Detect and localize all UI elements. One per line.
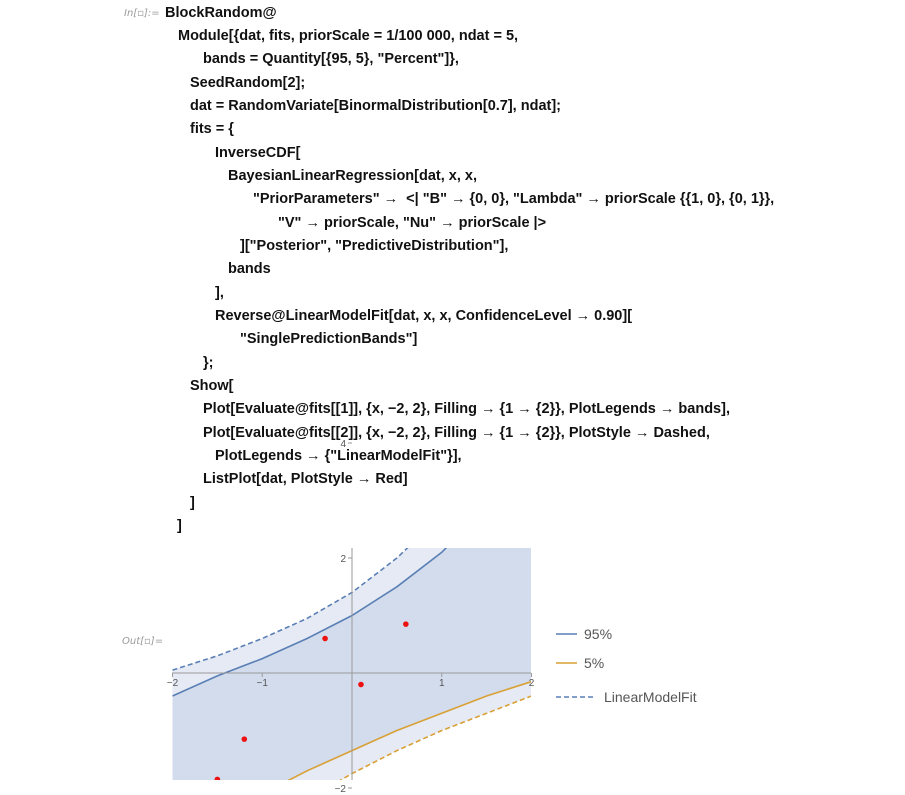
code-line: }; (203, 355, 214, 371)
code-line: bands = Quantity[{95, 5}, "Percent"]}, (203, 51, 459, 67)
code-line: Module[{dat, fits, priorScale = 1/100 000, ndat = 5, (178, 28, 519, 44)
code-line: Plot[Evaluate@fits[[2]], {x, −2, 2}, Filling → {1 → {2}}, PlotStyle → Dashed, (203, 425, 710, 441)
input-cell-label: In[▫]:= (124, 8, 160, 19)
code-line: ] (190, 495, 195, 511)
x-tick-label: 2 (528, 678, 535, 689)
legend-label: LinearModelFit (604, 689, 697, 705)
x-tick-label: 1 (438, 678, 445, 689)
code-line: ], (215, 285, 224, 301)
code-line: ]["Posterior", "PredictiveDistribution"], (240, 238, 509, 254)
code-line: Reverse@LinearModelFit[dat, x, x, ConfidenceLevel → 0.90][ (215, 308, 633, 324)
code-line: BlockRandom@ (165, 5, 277, 21)
code-line: dat = RandomVariate[BinormalDistribution[0.7], ndat]; (190, 98, 561, 114)
code-line: "SinglePredictionBands"] (240, 331, 418, 347)
code-line: "PriorParameters" → <| "B" → {0, 0}, "Lambda" → priorScale {{1, 0}, {0, 1}}, (253, 191, 775, 207)
code-line: Plot[Evaluate@fits[[1]], {x, −2, 2}, Filling → {1 → {2}}, PlotLegends → bands], (203, 401, 730, 417)
code-line: fits = { (190, 121, 234, 137)
code-line: ListPlot[dat, PlotStyle → Red] (203, 471, 408, 487)
legend-label: 95% (584, 626, 613, 642)
y-tick-label: 2 (340, 554, 346, 565)
legend-label: 5% (584, 655, 605, 671)
x-tick-label: −2 (166, 678, 179, 689)
data-point (403, 621, 409, 627)
code-line: InverseCDF[ (215, 145, 301, 161)
y-tick-label: 4 (340, 439, 346, 450)
data-point (242, 736, 248, 742)
code-line: ] (177, 518, 182, 534)
code-line: SeedRandom[2]; (190, 75, 306, 91)
data-point (358, 682, 364, 688)
code-line: BayesianLinearRegression[dat, x, x, (228, 168, 478, 184)
code-line: PlotLegends → {"LinearModelFit"}], (215, 448, 462, 464)
x-tick-label: −1 (256, 678, 268, 689)
data-point (215, 777, 221, 783)
data-point (322, 636, 328, 642)
code-line: Show[ (190, 378, 234, 394)
code-line: bands (228, 261, 271, 277)
output-cell-label: Out[▫]= (122, 636, 164, 647)
y-tick-label: −2 (334, 784, 346, 795)
code-line: "V" → priorScale, "Nu" → priorScale |> (278, 215, 547, 231)
